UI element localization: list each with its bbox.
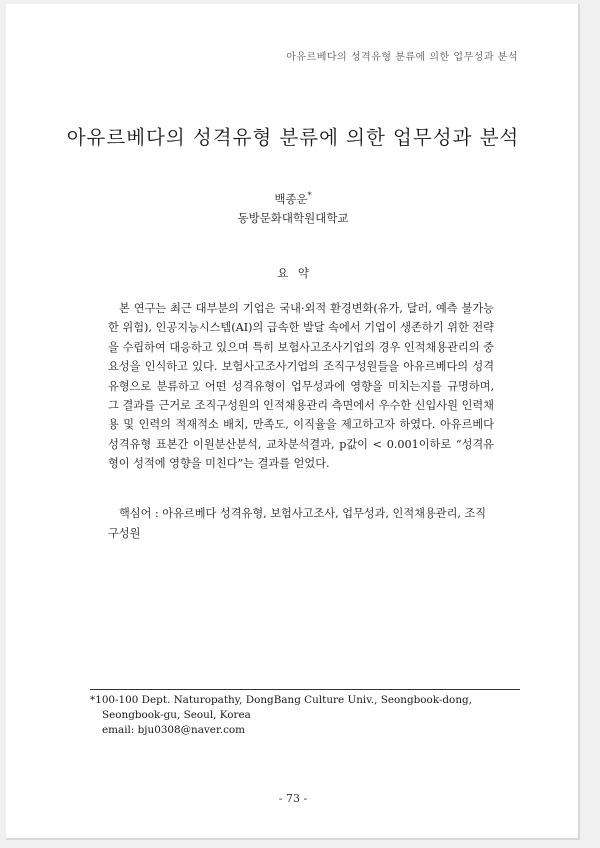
author-line <box>6 191 580 207</box>
author-footnote <box>90 693 530 739</box>
abstract-body: 본 연구는 최근 대부분의 기업은 국내·외적 환경변화(유가, 달러, 예측 불가능한 위험), 인공지능시스템(AI)의 급속한 발달 속에서 기업이 생존하기 위한 전략을 수립하여 대응하고 있으며 특히 보험사고조사기업의 경우 인적채용관리의 중요성을 인식하고 있다. 보험사고조사기업의 조직구성원들을 아유르베다의 성격유형으로 분류하고 어떤 성격유형이 업무성과에 영향을 미치는지를 규명하며, 그 결과를 근거로 조직구성원의 인적채용관리 측면에서 우수한 신입사원 인력채용 및 인력의 적재적소 배치, 만족도, 이직율을 제고하고자 하였다. 아유르베다 성격유형 표본간 이원분산분석, 교차분석결과, p값이 < 0.001이하로 “성격유형이 성적에 영향을 미친다”는 결과를 얻었다. <box>108 302 494 471</box>
author-footnote-mark: * <box>307 191 312 201</box>
abstract-heading: 요 약 <box>277 266 309 280</box>
footnote-address: 100-100 Dept. Naturopathy, DongBang Culture Univ., Seongbook-dong, <box>95 694 472 706</box>
footnote-email: email: bju0308@naver.com <box>102 724 246 737</box>
footnote-line-2: Seongbook-gu, Seoul, Korea <box>102 709 251 722</box>
keywords: 핵심어 : 아유르베다 성격유형, 보험사고조사, 업무성과, 인적채용관리, 조직구성원 <box>108 507 487 540</box>
paper-page <box>6 4 580 840</box>
author-name: 백종운 <box>274 192 308 206</box>
paper-title: 아유르베다의 성격유형 분류에 의한 업무성과 분석 <box>66 126 520 149</box>
page-number: - 73 - <box>278 792 308 805</box>
footnote-mark: * <box>90 694 96 706</box>
footnote-line-1 <box>90 693 530 708</box>
running-header: 아유르베다의 성격유형 분류에 의한 업무성과 분석 <box>286 52 518 63</box>
author-affiliation: 동방문화대학원대학교 <box>237 211 349 225</box>
footnote-divider <box>90 689 520 690</box>
